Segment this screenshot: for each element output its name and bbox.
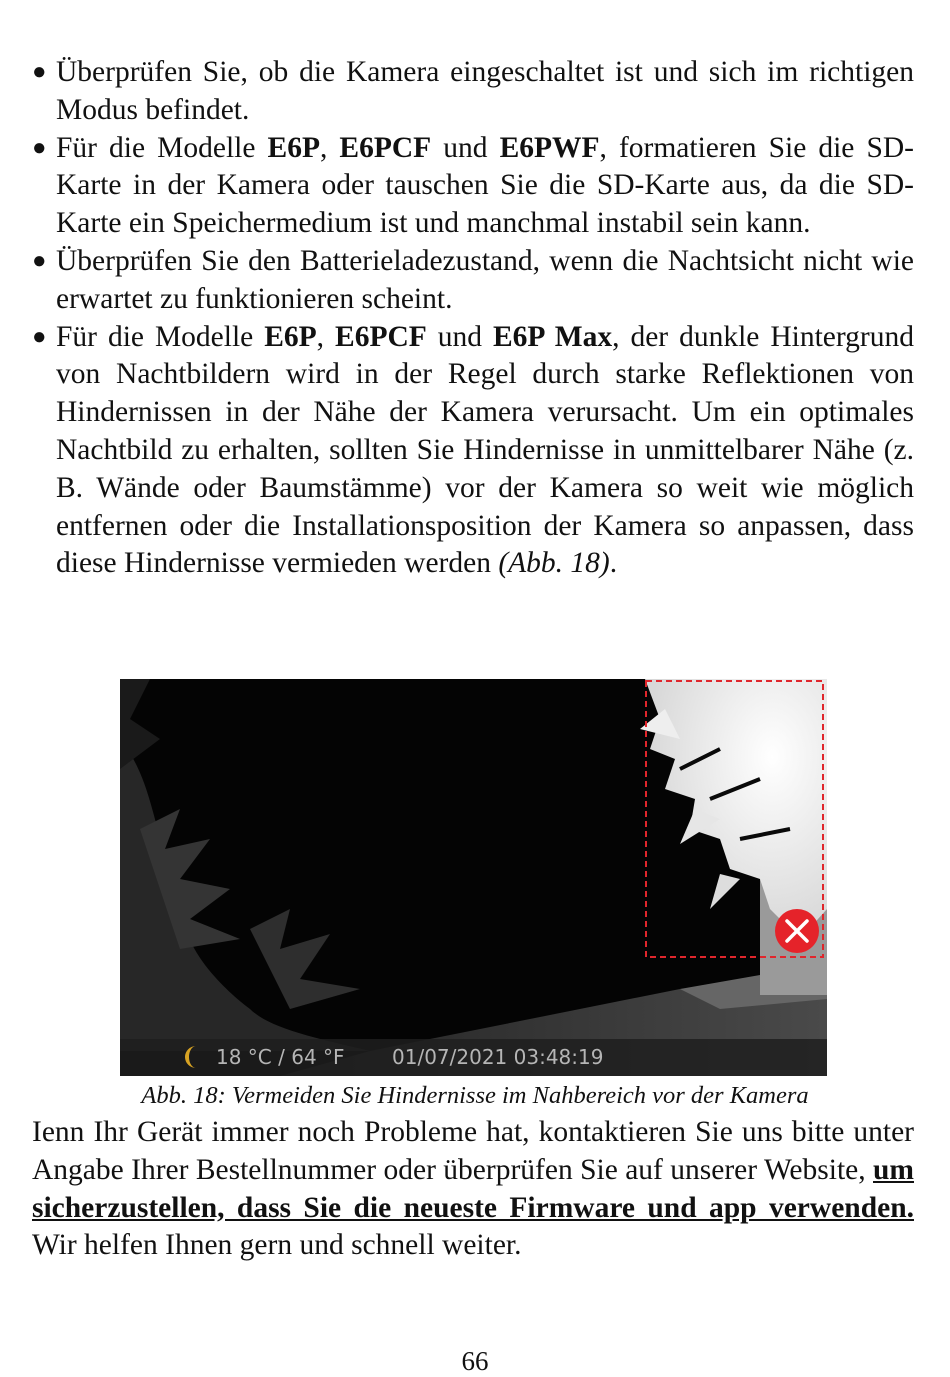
bullet-item — [32, 243, 914, 319]
model-name: E6P — [264, 320, 317, 353]
text-run: und — [426, 320, 493, 353]
model-name: E6PWF — [499, 131, 600, 164]
model-name: E6P — [267, 131, 320, 164]
bullet-text — [56, 56, 914, 126]
text-run: , der dunkle Hintergrund von Nachtbildern wird in der Regel durch starke Reflektionen von Hindernissen in der Nähe der Kamera verursacht. Um ein optimales Nachtbild zu erhalten, sollten Sie Hindernisse in unmittelbarer Nähe (z. B. Wände oder Baumstämme) vor der Kamera so weit wie möglich entfernen oder die Installationsposition der Kamera so anpassen, dass diese Hindernisse vermieden werden — [56, 320, 914, 580]
night-vision-photo — [120, 679, 827, 1076]
page-number: 66 — [461, 1346, 489, 1376]
closing-text: Ienn Ihr Gerät immer noch Probleme hat, kontaktieren Sie uns bitte unter Angabe Ihrer Bestellnummer oder überprüfen Sie auf unserer Website, — [32, 1116, 914, 1186]
bullet-list — [32, 54, 914, 583]
bullet-dot-icon: ● — [32, 134, 47, 161]
figure-caption: Abb. 18: Vermeiden Sie Hindernisse im Nahbereich vor der Kamera — [141, 1082, 809, 1109]
bullet-text — [56, 245, 914, 315]
text-run: und — [431, 131, 500, 164]
text-run: , — [319, 131, 340, 164]
figure-reference: (Abb. 18) — [498, 547, 610, 580]
bullet-item — [32, 319, 914, 584]
text-run: Für die Modelle — [56, 131, 268, 164]
error-x-icon — [775, 909, 819, 953]
text-run: , formatieren Sie die SD-Karte in der Kamera oder tauschen Sie die SD-Karte aus, da die SD-Karte ein Speichermedium ist und manchmal instabil sein kann. — [56, 131, 914, 240]
firmware-notice: um sicherzustellen, dass Sie die neueste Firmware und app verwenden. — [32, 1153, 914, 1224]
bullet-item — [32, 130, 914, 243]
temperature-readout: 18 °C / 64 °F — [216, 1045, 345, 1069]
bullet-dot-icon: ● — [32, 247, 47, 274]
bullet-item — [32, 54, 914, 130]
text-run: Für die Modelle — [56, 320, 265, 353]
timestamp-readout: 01/07/2021 03:48:19 — [392, 1045, 604, 1069]
text-run: Überprüfen Sie, ob die Kamera eingeschaltet ist und sich im richtigen Modus befindet. — [56, 56, 914, 126]
text-run: , — [316, 320, 336, 353]
model-name: E6P Max — [492, 320, 613, 353]
photo-graphic — [120, 679, 827, 1076]
model-name: E6PCF — [335, 320, 427, 353]
model-name: E6PCF — [339, 131, 432, 164]
bullet-text — [56, 132, 914, 240]
text-run: . — [609, 547, 618, 580]
bullet-dot-icon: ● — [32, 323, 47, 350]
closing-tail: Wir helfen Ihnen gern und schnell weiter. — [32, 1229, 522, 1262]
bullet-text — [56, 321, 914, 580]
closing-paragraph — [32, 1114, 914, 1265]
text-run: Überprüfen Sie den Batterieladezustand, wenn die Nachtsicht nicht wie erwartet zu funktionieren scheint. — [56, 244, 914, 315]
bullet-dot-icon: ● — [32, 59, 47, 85]
